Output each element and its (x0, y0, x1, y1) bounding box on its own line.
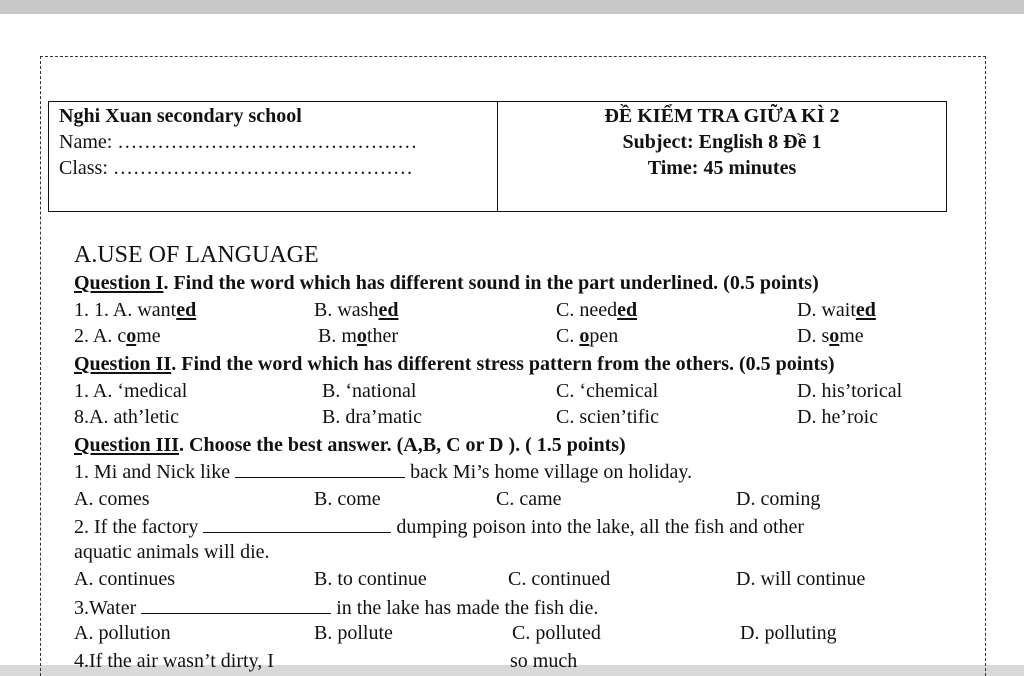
stress-row-2-a: 8.A. ath’letic (74, 406, 179, 428)
mcq-3-option-d: D. polluting (740, 622, 837, 644)
stress-row-1-b: B. ‘national (322, 380, 417, 402)
mcq-4-stem-end: so much (510, 650, 578, 672)
name-field: Name: ……………………………………… (59, 131, 418, 153)
mcq-2-option-b: B. to continue (314, 568, 427, 590)
exam-subject: Subject: English 8 Đề 1 (622, 131, 822, 153)
class-field: Class: ……………………………………… (59, 157, 413, 179)
question-3-title: Question III. Choose the best answer. (A,B, C or D ). ( 1.5 points) (74, 434, 626, 456)
section-heading: A.USE OF LANGUAGE (74, 242, 319, 268)
mcq-2-stem: 2. If the factory dumping poison into the lake, all the fish and other (74, 516, 805, 538)
mcq-2-option-a: A. continues (74, 568, 176, 590)
mcq-1-option-b: B. come (314, 488, 381, 510)
mcq-2-option-c: C. continued (508, 568, 611, 590)
mcq-3-stem: 3.Water in the lake has made the fish die. (74, 597, 599, 619)
q1-option-b: B. washed (314, 299, 399, 321)
stress-row-2-d: D. he’roic (797, 406, 879, 428)
question-1-title: Question I. Find the word which has different sound in the part underlined. (0.5 points) (74, 272, 819, 294)
q2-option-c: C. open (556, 325, 619, 347)
q1-option-d: D. waited (797, 299, 876, 321)
exam-title: ĐỀ KIỂM TRA GIỮA KÌ 2 (604, 105, 840, 127)
answer-blank (235, 459, 405, 478)
school-name: Nghi Xuan secondary school (59, 105, 302, 127)
mcq-1-stem: 1. Mi and Nick like back Mi’s home village on holiday. (74, 461, 693, 483)
q1-option-a: 1. 1. A. wanted (74, 299, 197, 321)
q1-option-c: C. needed (556, 299, 638, 321)
header-table (48, 101, 947, 212)
header-left-cell (49, 102, 498, 211)
header-right-cell (498, 102, 946, 211)
mcq-1-option-d: D. coming (736, 488, 821, 510)
question-2-title: Question II. Find the word which has different stress pattern from the others. (0.5 points) (74, 353, 835, 375)
answer-blank (203, 514, 391, 533)
exam-time: Time: 45 minutes (647, 157, 797, 179)
window-top-bar (0, 0, 1024, 14)
stress-row-1-d: D. his’torical (797, 380, 903, 402)
stress-row-2-c: C. scien’tific (556, 406, 659, 428)
mcq-1-option-c: C. came (496, 488, 562, 510)
q2-option-a: 2. A. come (74, 325, 161, 347)
mcq-3-option-a: A. pollution (74, 622, 171, 644)
mcq-3-option-b: B. pollute (314, 622, 393, 644)
q2-option-d: D. some (797, 325, 864, 347)
stress-row-1-c: C. ‘chemical (556, 380, 659, 402)
q2-option-b: B. mother (318, 325, 398, 347)
mcq-3-option-c: C. polluted (512, 622, 601, 644)
mcq-4-stem-start: 4.If the air wasn’t dirty, I (74, 650, 274, 672)
mcq-2-stem-cont: aquatic animals will die. (74, 541, 270, 563)
mcq-2-option-d: D. will continue (736, 568, 866, 590)
stress-row-1-a: 1. A. ‘medical (74, 380, 188, 402)
stress-row-2-b: B. dra’matic (322, 406, 422, 428)
mcq-1-option-a: A. comes (74, 488, 150, 510)
answer-blank (141, 595, 331, 614)
